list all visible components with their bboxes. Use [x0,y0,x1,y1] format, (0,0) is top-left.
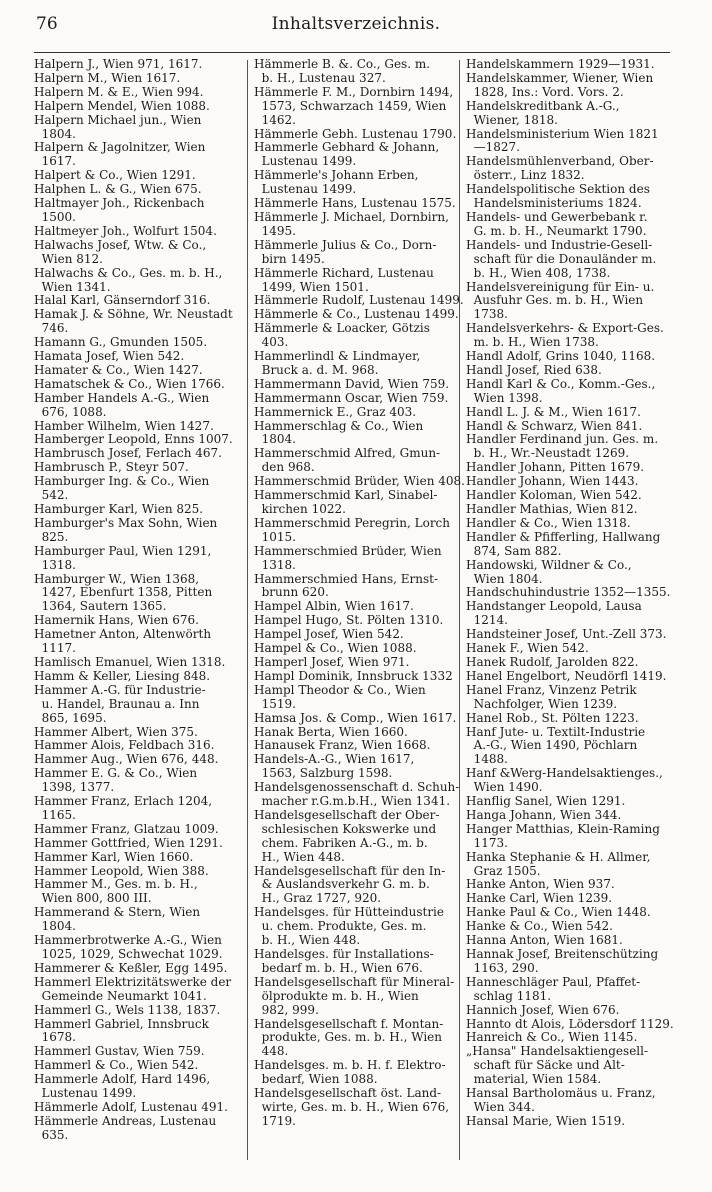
index-entry: Hamburger Ing. & Co., Wien [34,474,210,489]
index-entry: macher r.G.m.b.H., Wien 1341. [254,794,451,809]
index-entry: Hamburger Karl, Wien 825. [34,502,204,516]
index-entry: Hammerl G., Wels 1138, 1837. [34,1002,221,1017]
index-entry: 1214. [466,613,508,628]
index-entry: Hammerschmied Brüder, Wien [254,543,442,558]
index-entry: m. b. H., Wien 1738. [466,335,599,350]
index-entry: 1364, Sautern 1365. [34,599,167,614]
index-entry: bedarf m. b. H., Wien 676. [254,960,423,975]
index-entry: kirchen 1022. [254,502,346,516]
index-entry: 1117. [34,641,76,656]
index-entry: Halwachs & Co., Ges. m. b. H., [34,265,223,280]
index-entry: 865, 1695. [34,710,107,725]
index-entry: Lustenau 1499. [34,1086,137,1101]
index-entry: 1804. [254,432,296,447]
index-entry: u. Handel, Braunau a. Inn [34,696,200,711]
index-entry: Hammer M., Ges. m. b. H., [34,877,198,892]
index-entry: Hampel Josef, Wien 542. [254,627,404,642]
index-entry: 1500. [34,209,76,224]
page-header [0,14,712,42]
index-entry: 1573, Schwarzach 1459, Wien [254,98,447,113]
index-entry: Handelsgenossenschaft d. Schuh- [254,780,460,795]
index-entry: Halphen L. & G., Wien 675. [34,182,202,197]
index-entry: Handels-A.-G., Wien 1617, [254,752,415,767]
index-entry: Handelsges. für Installations- [254,947,434,961]
index-entry: Hampl Theodor & Co., Wien [254,682,426,697]
index-entry: Hamak J. & Söhne, Wr. Neustadt [34,307,233,322]
index-entry: Handl Josef, Ried 638. [466,362,602,377]
index-entry: 1318. [34,557,76,572]
index-entry: Hambrusch P., Steyr 507. [34,460,189,475]
index-entry: G. m. b. H., Neumarkt 1790. [466,223,647,238]
index-entry: 1163, 290. [466,960,539,975]
page-title: Inhaltsverzeichnis. [271,14,441,34]
index-entry: Lustenau 1499. [254,182,357,197]
index-entry: Hammer Albert, Wien 375. [34,724,198,739]
index-entry: Hanke & Co., Wien 542. [466,919,613,934]
index-entry: Hanreich & Co., Wien 1145. [466,1030,638,1045]
index-entry: Hanel Franz, Vinzenz Petrik [466,682,637,697]
index-entry: wirte, Ges. m. b. H., Wien 676, [254,1099,450,1114]
index-entry: Handelsges. m. b. H. f. Elektro- [254,1058,446,1073]
index-entry: Hammerschmid Peregrin, Lorch [254,515,451,530]
index-entry: Hammerschmid Alfred, Gmun- [254,446,441,461]
index-entry: 403. [254,335,289,350]
index-entry: Halpern M. & E., Wien 994. [34,84,204,99]
index-entry: Handelsgesellschaft öst. Land- [254,1086,442,1101]
index-entry: Halpern Michael jun., Wien [34,112,202,127]
index-entry: Nachfolger, Wien 1239. [466,696,618,711]
index-entry: 746. [34,321,69,336]
index-entry: Hamber Wilhelm, Wien 1427. [34,418,214,433]
index-column-3 [466,58,672,1129]
index-entry: Handler Mathias, Wien 812. [466,502,638,516]
index-entry: Handelsgesellschaft f. Montan- [254,1016,444,1031]
index-entry: 1173. [466,835,508,850]
index-entry: Hampl Dominik, Innsbruck 1332 [254,668,453,683]
index-entry: Handelsmühlenverband, Ober- [466,154,654,169]
index-entry: Hämmerle Julius & Co., Dorn- [254,237,437,252]
index-entry: 1488. [466,752,508,767]
index-entry: 1495. [254,223,296,238]
index-entry: Hanke Paul & Co., Wien 1448. [466,905,651,920]
index-entry: Wien 1398. [466,390,543,405]
index-entry: Hanf Jute- u. Textilt-Industrie [466,724,646,739]
index-entry: Hammerl Gustav, Wien 759. [34,1044,205,1059]
index-entry: 1719. [254,1113,296,1128]
index-entry: 542. [34,488,69,503]
index-entry: Hanke Anton, Wien 937. [466,877,615,892]
index-entry: schlesischen Kokswerke und [254,821,437,836]
index-entry: Handelsverkehrs- & Export-Ges. [466,321,664,336]
index-entry: Hammer Gottfried, Wien 1291. [34,835,223,850]
index-entry: Handelskammer, Wiener, Wien [466,70,654,85]
index-entry: 676, 1088. [34,404,107,419]
index-entry: Wien 812. [34,251,103,266]
index-entry: Hanak Berta, Wien 1660. [254,724,408,739]
index-entry: Handstanger Leopold, Lausa [466,599,642,614]
index-entry: 1828, Ins.: Vord. Vors. 2. [466,84,624,99]
index-entry: Hannak Josef, Breitenschützing [466,947,659,961]
index-entry: Hammer Alois, Feldbach 316. [34,738,215,753]
index-entry: Hanga Johann, Wien 344. [466,807,622,822]
index-entry: H., Graz 1727, 920. [254,891,382,906]
index-entry: schlag 1181. [466,988,552,1003]
index-entry: Halpern Mendel, Wien 1088. [34,98,210,113]
index-entry: 1462. [254,112,296,127]
index-entry: Handler & Co., Wien 1318. [466,515,631,530]
index-entry: Hanka Stephanie & H. Allmer, [466,849,651,864]
index-entry: Hammermann David, Wien 759. [254,376,450,391]
index-entry: Handelsgesellschaft für den In- [254,863,446,878]
index-entry: Hampel & Co., Wien 1088. [254,641,417,656]
index-entry: Hanger Matthias, Klein-Raming [466,821,660,836]
index-entry: Hansal Bartholomäus u. Franz, [466,1086,656,1101]
index-entry: Handelskreditbank A.-G., [466,98,620,113]
index-entry: Hampel Hugo, St. Pölten 1310. [254,613,444,628]
index-entry: Handelsgesellschaft der Ober- [254,807,440,822]
index-entry: Hammerle Gebhard & Johann, [254,140,440,155]
index-entry: & Auslandsverkehr G. m. b. [254,877,430,892]
index-entry: Handowski, Wildner & Co., [466,557,632,572]
index-entry: Handels- und Industrie-Gesell- [466,237,653,252]
index-column-1 [34,58,242,1143]
index-entry: Wiener, 1818. [466,112,558,127]
index-entry: schaft für die Donauländer m. [466,251,657,266]
index-entry: 1519. [254,696,296,711]
index-entry: Hämmerle Richard, Lustenau [254,265,434,280]
index-entry: Hämmerle B. &. Co., Ges. m. [254,57,431,71]
index-entry: Hämmerle F. M., Dornbirn 1494, [254,84,454,99]
index-entry: Hammerl & Co., Wien 542. [34,1058,199,1073]
index-entry: Hammerl Gabriel, Innsbruck [34,1016,209,1031]
index-entry: produkte, Ges. m. b. H., Wien [254,1030,442,1045]
index-entry: Hanausek Franz, Wien 1668. [254,738,431,753]
index-entry: Hansal Marie, Wien 1519. [466,1113,626,1128]
index-entry: Hamburger's Max Sohn, Wien [34,515,218,530]
index-entry: 1427, Ebenfurt 1358, Pitten [34,585,213,600]
index-entry: Wien 1341. [34,279,111,294]
column-divider [459,60,460,1160]
index-entry: Hammer Aug., Wien 676, 448. [34,752,219,767]
index-entry: 448. [254,1044,289,1059]
index-entry: Ausfuhr Ges. m. b. H., Wien [466,293,644,308]
index-entry: Hannto dt Alois, Lödersdorf 1129. [466,1016,674,1031]
index-entry: Handschuhindustrie 1352—1355. [466,585,671,600]
index-entry: Handelsvereinigung für Ein- u. [466,279,655,294]
index-entry: Handl L. J. & M., Wien 1617. [466,404,641,419]
index-entry: Handl & Schwarz, Wien 841. [466,418,643,433]
index-entry: Handler Koloman, Wien 542. [466,488,642,503]
index-entry: Hammerl Elektrizitätswerke der [34,974,232,989]
index-entry: Hanek Rudolf, Jarolden 822. [466,654,639,669]
index-entry: Handelsgesellschaft für Mineral- [254,974,455,989]
index-entry: Hammer A.-G. für Industrie- [34,682,206,697]
index-entry: Handelsges. für Hütteindustrie [254,905,444,920]
index-entry: Hamernik Hans, Wien 676. [34,613,199,628]
index-entry: b. H., Wien 448. [254,933,361,948]
index-entry: Hämmerle & Co., Lustenau 1499. [254,307,459,322]
index-entry: Hanek F., Wien 542. [466,641,589,656]
index-entry: Hammerand & Stern, Wien [34,905,201,920]
index-entry: Hamata Josef, Wien 542. [34,349,185,364]
index-entry: Hammernick E., Graz 403. [254,404,417,419]
index-entry: Handler Johann, Pitten 1679. [466,460,645,475]
index-entry: A.-G., Wien 1490, Pöchlarn [466,738,638,753]
index-entry: 1678. [34,1030,76,1045]
index-entry: Wien 344. [466,1099,535,1114]
index-entry: 635. [34,1127,69,1142]
index-entry: Hämmerle J. Michael, Dornbirn, [254,209,449,224]
index-entry: Haltmeyer Joh., Wolfurt 1504. [34,223,217,238]
index-entry: Halpert & Co., Wien 1291. [34,168,196,183]
index-entry: Hammer Franz, Erlach 1204, [34,794,213,809]
index-entry: Handsteiner Josef, Unt.-Zell 373. [466,627,667,642]
index-entry: 1165. [34,807,76,822]
index-entry: Hamber Handels A.-G., Wien [34,390,210,405]
page-number: 76 [36,14,58,34]
index-entry: Hämmerle & Loacker, Götzis [254,321,430,336]
index-entry: b. H., Wr.-Neustadt 1269. [466,446,630,461]
index-entry: 1318. [254,557,296,572]
index-entry: Hannich Josef, Wien 676. [466,1002,620,1017]
index-entry: Hammerer & Keßler, Egg 1495. [34,960,228,975]
index-entry: Hamberger Leopold, Enns 1007. [34,432,233,447]
index-entry: Handelskammern 1929—1931. [466,57,655,71]
index-entry: 1025, 1029, Schwechat 1029. [34,947,223,961]
index-entry: „Hansa" Handelsaktiengesell- [466,1044,649,1059]
index-entry: Hammer Leopold, Wien 388. [34,863,209,878]
index-entry: Hämmerle's Johann Erben, [254,168,419,183]
index-entry: Hampel Albin, Wien 1617. [254,599,414,614]
index-entry: Wien 1490. [466,780,543,795]
index-entry: —1827. [466,140,520,155]
index-entry: Hanna Anton, Wien 1681. [466,933,623,948]
index-entry: material, Wien 1584. [466,1072,602,1087]
index-entry: 1738. [466,307,508,322]
index-entry: Hammermann Oscar, Wien 759. [254,390,449,405]
index-entry: 1804. [34,919,76,934]
index-entry: Bruck a. d. M. 968. [254,362,379,377]
index-entry: Handelspolitische Sektion des [466,182,650,197]
index-entry: ölprodukte m. b. H., Wien [254,988,419,1003]
index-entry: Hammerschmied Hans, Ernst- [254,571,439,586]
index-entry: 825. [34,529,69,544]
index-entry: Hanneschläger Paul, Pfaffet- [466,974,641,989]
column-divider [247,60,248,1160]
index-entry: b. H., Wien 408, 1738. [466,265,611,280]
index-entry: österr., Linz 1832. [466,168,585,183]
index-entry: chem. Fabriken A.-G., m. b. [254,835,428,850]
index-entry: Hämmerle Hans, Lustenau 1575. [254,196,456,211]
index-entry: Hammerbrotwerke A.-G., Wien [34,933,222,948]
index-entry: Handels- und Gewerbebank r. [466,209,648,224]
index-entry: Hämmerle Adolf, Lustenau 491. [34,1099,228,1114]
index-entry: Hammerlindl & Lindmayer, [254,349,421,364]
index-entry: Hanke Carl, Wien 1239. [466,891,613,906]
index-entry: Handelsministerium Wien 1821 [466,126,659,141]
index-entry: 1617. [34,154,76,169]
index-entry: 1804. [34,126,76,141]
index-entry: brunn 620. [254,585,329,600]
index-entry: Handler Ferdinand jun. Ges. m. [466,432,659,447]
index-entry: Hamatschek & Co., Wien 1766. [34,376,225,391]
index-entry: Hanel Engelbort, Neudörfl 1419. [466,668,667,683]
index-entry: bedarf, Wien 1088. [254,1072,378,1087]
index-entry: Handl Adolf, Grins 1040, 1168. [466,349,656,364]
index-entry: Hamater & Co., Wien 1427. [34,362,203,377]
header-rule [34,52,670,53]
index-entry: Gemeinde Neumarkt 1041. [34,988,207,1003]
index-entry: Wien 1804. [466,571,543,586]
index-entry: Hanel Rob., St. Pölten 1223. [466,710,639,725]
index-entry: 1499, Wien 1501. [254,279,369,294]
index-entry: 982, 999. [254,1002,319,1017]
index-entry: Wien 800, 800 III. [34,891,152,906]
index-entry: Halwachs Josef, Wtw. & Co., [34,237,207,252]
index-entry: Hammerschmid Karl, Sinabel- [254,488,438,503]
index-entry: 1563, Salzburg 1598. [254,766,393,781]
index-entry: Hamann G., Gmunden 1505. [34,335,208,350]
index-entry: Handelsministeriums 1824. [466,196,642,211]
index-entry: Hämmerle Rudolf, Lustenau 1499. [254,293,464,308]
index-entry: Hammerschlag & Co., Wien [254,418,424,433]
index-entry: b. H., Lustenau 327. [254,70,386,85]
index-entry: Hammer Karl, Wien 1660. [34,849,194,864]
index-entry: Hamlisch Emanuel, Wien 1318. [34,654,226,669]
index-column-2 [254,57,465,1129]
index-entry: Hamperl Josef, Wien 971. [254,654,410,669]
index-entry: Handl Karl & Co., Komm.-Ges., [466,376,656,391]
index-entry: Halal Karl, Gänserndorf 316. [34,293,211,308]
index-entry: Hamburger W., Wien 1368, [34,571,200,586]
index-entry: Hammerschmid Brüder, Wien 408. [254,474,465,489]
index-entry: Handler & Pfifferling, Hallwang [466,529,661,544]
index-entry: Hanf &Werg-Handelsaktienges., [466,766,663,781]
index-entry: 874, Sam 882. [466,543,562,558]
index-entry: Hammer E. G. & Co., Wien [34,766,198,781]
index-entry: Hämmerle Gebh. Lustenau 1790. [254,126,457,141]
index-entry: Halpern M., Wien 1617. [34,70,181,85]
index-entry: Halpern J., Wien 971, 1617. [34,57,203,71]
index-entry: Halpern & Jagolnitzer, Wien [34,140,206,155]
index-entry: Hamm & Keller, Liesing 848. [34,668,211,683]
index-entry: den 968. [254,460,315,475]
index-entry: 1015. [254,529,296,544]
index-entry: Lustenau 1499. [254,154,357,169]
index-entry: birn 1495. [254,251,325,266]
index-entry: u. chem. Produkte, Ges. m. [254,919,427,934]
index-entry: Hambrusch Josef, Ferlach 467. [34,446,222,461]
index-entry: Haltmayer Joh., Rickenbach [34,196,205,211]
index-entry: Hametner Anton, Altenwörth [34,627,212,642]
index-entry: Hämmerle Andreas, Lustenau [34,1113,217,1128]
index-entry: Hamsa Jos. & Comp., Wien 1617. [254,710,457,725]
index-entry: Graz 1505. [466,863,541,878]
index-entry: Hammerle Adolf, Hard 1496, [34,1072,211,1087]
index-entry: Hamburger Paul, Wien 1291, [34,543,212,558]
index-entry: Hanflig Sanel, Wien 1291. [466,794,626,809]
index-entry: Handler Johann, Wien 1443. [466,474,639,489]
index-entry: schaft für Säcke und Alt- [466,1058,625,1073]
index-entry: H., Wien 448. [254,849,345,864]
index-entry: Hammer Franz, Glatzau 1009. [34,821,219,836]
index-entry: 1398, 1377. [34,780,115,795]
